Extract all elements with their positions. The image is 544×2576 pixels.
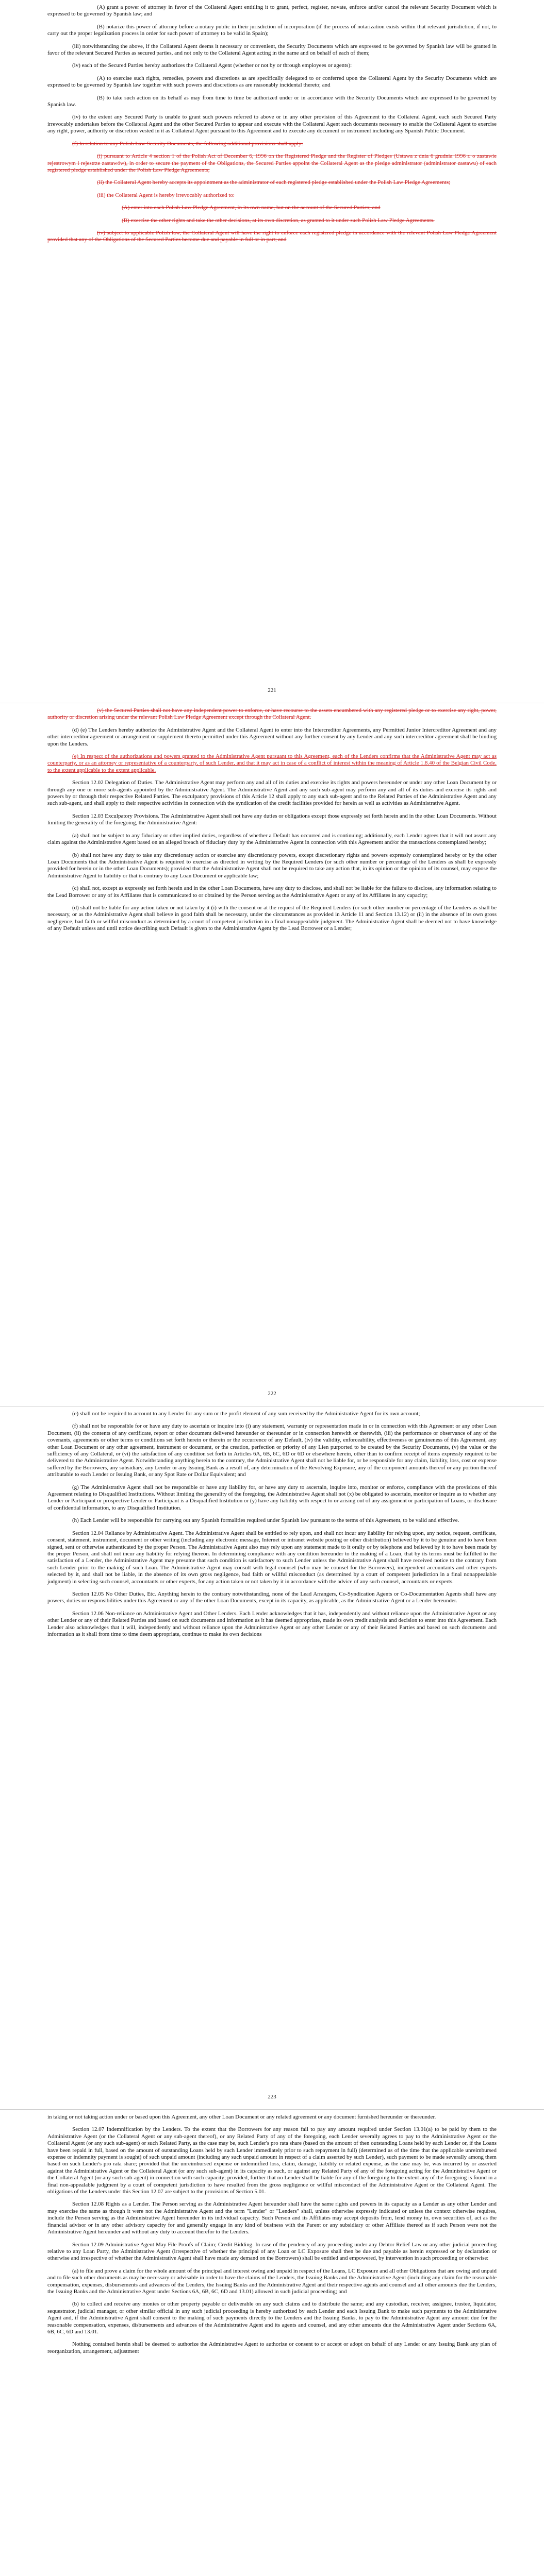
paragraph: (d) (e) The Lenders hereby authorize the Administrative Agent and the Collateral Agent to enter into the Intercreditor Agreements, any Permitted Junior Intercreditor Agreement and any other intercreditor agreement or arrangement or supplement thereto permitted under this Agreement without any further consent by any Lender and any such intercreditor agreement shall be binding upon the Lenders. bbox=[47, 726, 497, 747]
paragraph: (iv) each of the Secured Parties hereby authorizes the Collateral Agent (whether or not by or through employees or agents): bbox=[72, 62, 352, 69]
paragraph: Section 12.09 Administrative Agent May File Proofs of Claim; Credit Bidding. In case of the pendency of any proceeding under any Debtor Relief Law or any other judicial proceeding relative to any Loan Party, the Administrative Agent (irrespective of whether the principal of any Loan or LC Exposure shall then be due and payable as herein expressed or by declaration or otherwise and irrespective of whether the Administrative Agent shall have made any demand on the Borrowers) shall be entitled and empowered, by intervention in such proceeding or otherwise: bbox=[47, 2241, 497, 2262]
paragraph: (B) exercise the other rights and take the other decisions, at its own discretion, as granted to it under such Polish Law Pledge Agreements. bbox=[122, 217, 435, 224]
paragraph: (iv) subject to applicable Polish law, the Collateral Agent will have the right to enforce each registered pledge in accordance with the relevant Polish Law Pledge Agreement provided that any of the Obligations of the Secured Parties become due and payable in full or in part; and bbox=[47, 229, 497, 243]
paragraph: (A) grant a power of attorney in favor of the Collateral Agent entitling it to grant, perfect, register, novate, enforce and/or cancel the relevant Security Document which is expressed to be governed by Spanish law; and bbox=[47, 4, 497, 18]
paragraph: (iii) notwithstanding the above, if the Collateral Agent deems it necessary or convenient, the Security Documents which are expressed to be governed by Spanish law will be granted in favor of the relevant Secured Parties as secured parties, and not only to the Collateral Agent acting in the name and on behalf of each of them; bbox=[47, 43, 497, 57]
document-page bbox=[0, 1406, 544, 2110]
paragraph: (e) In respect of the authorizations and powers granted to the Administrative Agent pursuant to this Agreement, each of the Lenders confirms that the Administrative Agent may act as counterparty, or as an attorney or representative of a counterparty, of such Lender, and that it may act in case of a conflict of interest within the meaning of Article 1.8.40 of the Belgian Civil Code, to the extent applicable to the extent applicable. bbox=[47, 753, 497, 773]
page-number: 221 bbox=[268, 687, 276, 693]
document-page bbox=[0, 703, 544, 1406]
paragraph: Nothing contained herein shall be deemed to authorize the Administrative Agent to authorize or consent to or accept or adopt on behalf of any Lender or any Issuing Bank any plan of reorganization, arrangement, adjustment bbox=[47, 2341, 497, 2354]
paragraph: (b) shall not have any duty to take any discretionary action or exercise any discretionary powers, except discretionary rights and powers expressly contemplated hereby or by the other Loan Documents that the Administrative Agent is required to exercise as directed in writing by the Required Lenders (or such other number or percentage of the Lenders as shall be expressly provided for herein or in the other Loan Documents); provided that the Administrative Agent shall not be required to take any action that, in its opinion or the opinion of its counsel, may expose the Administrative Agent to liability or that is contrary to any Loan Document or applicable law; bbox=[47, 852, 497, 879]
paragraph: (A) to exercise such rights, remedies, powers and discretions as are specifically delegated to or conferred upon the Collateral Agent by the Security Documents which are expressed to be governed by Spanish law together with such powers and discretions as are reasonably incidental thereto; and bbox=[47, 75, 497, 89]
paragraph: Section 12.06 Non-reliance on Administrative Agent and Other Lenders. Each Lender acknowledges that it has, independently and without reliance upon the Administrative Agent or any other Lender or any of their Related Parties and based on such documents and information as it has deemed appropriate, made its own credit analysis and decision to enter into this Agreement. Each Lender also acknowledges that it will, independently and without reliance upon the Administrative Agent or any other Lender or any of their Related Parties and based on such documents and information as it shall from time to time deem appropriate, continue to make its own decisions bbox=[47, 1610, 497, 1637]
paragraph: (iv) to the extent any Secured Party is unable to grant such powers referred to above or in any other provision of this Agreement to the Collateral Agent, each such Secured Party irrevocably undertakes before the Collateral Agent and the other Secured Parties to appear and execute with the Collateral Agent such documents necessary to enable the Collateral Agent to exercise any right, power, authority or discretion vested in it as Collateral Agent pursuant to this Agreement and to execute any document or instrument including any Spanish Public Document. bbox=[47, 114, 497, 134]
paragraph: (B) to take such action on its behalf as may from time to time be authorized under or in accordance with the Security Documents which are expressed to be governed by Spanish law. bbox=[47, 94, 497, 108]
paragraph: (ii) the Collateral Agent hereby accepts its appointment as the administrator of each registered pledge established under the Polish Law Pledge Agreements; bbox=[97, 179, 451, 186]
paragraph: (b) to collect and receive any monies or other property payable or deliverable on any such claims and to distribute the same; and any custodian, receiver, assignee, trustee, liquidator, sequestrator, judicial manager, or other similar official in any such judicial proceeding is hereby authorized by each Lender and each Issuing Bank to make such payments to the Administrative Agent and, if the Administrative Agent shall consent to the making of such payments directly to the Lenders and the Issuing Banks, to pay to the Administrative Agent any amount due for the reasonable compensation, expenses, disbursements and advances of the Administrative Agent and its agents and counsel, and any other amounts due the Administrative Agent under Sections 6A, 6B, 6C, 6D and 13.01. bbox=[47, 2301, 497, 2335]
paragraph: (e) shall not be required to account to any Lender for any sum or the profit element of any sum received by the Administrative Agent for its own account; bbox=[72, 1411, 420, 1417]
paragraph: Section 12.07 Indemnification by the Lenders. To the extent that the Borrowers for any reason fail to pay any amount required under Section 13.01(a) to be paid by them to the Administrative Agent (or the Collateral Agent or any sub-agent thereof), or any Related Party of any of the foregoing, each Lender severally agrees to pay to the Administrative Agent or the Collateral Agent (or any such sub-agent) or such Related Party, as the case may be, such Lender's pro rata share (based on the amount of then outstanding Loans held by each Lender or, if the Loans have been repaid in full, based on the amount of outstanding Loans held by such Lender immediately prior to such repayment in full) (determined as of the time that the applicable unreimbursed expense or indemnity payment is sought) of such unpaid amount (including any such unpaid amount in respect of a claim asserted by such Lender), such payment to be made severally among them based on such Lender's pro rata share; provided that the unreimbursed expense or indemnified loss, claim, damage, liability or related expense, as the case may be, was incurred by or asserted against the Administrative Agent or the Collateral Agent (or any such sub-agent) in its capacity as such, or against any Related Party of any of the foregoing acting for the Administrative Agent or the Collateral Agent (or any such sub-agent) in connection with such capacity; provided, further that no Lender shall be liable for any of the foregoing to the extent any of the foregoing is found in a final non-appealable judgment by a court of competent jurisdiction to have resulted from the gross negligence or willful misconduct of the Administrative Agent or the Collateral Agent. The obligations of the Lenders under this Section 12.07 are subject to the provisions of Section 5.01. bbox=[47, 2126, 497, 2195]
paragraph: (iii) the Collateral Agent is hereby irrevocably authorized to: bbox=[97, 192, 235, 198]
paragraph: (i) pursuant to Article 4 section 1 of the Polish Act of December 6, 1996 on the Registered Pledge and the Register of Pledges (Ustawa z dnia 6 grudnia 1996 r. o zastawie rejestrowym i rejestrze zastawów), in order to secure the payment of the Obligations, the Secured Parties appoint the Collateral Agent as the pledge administrator (administrator zastawu) of each registered pledge established under the Polish Law Pledge Agreements; bbox=[47, 153, 497, 173]
paragraph: (B) notarize this power of attorney before a notary public in their jurisdiction of incorporation (if the process of notarization exists within that relevant jurisdiction, if not, to carry out the proper legalization process in order for such power of attorney to be valid in Spain); bbox=[47, 23, 497, 37]
paragraph: Section 12.04 Reliance by Administrative Agent. The Administrative Agent shall be entitled to rely upon, and shall not incur any liability for relying upon, any notice, request, certificate, consent, statement, instrument, document or other writing (including any electronic message, Internet or intranet website posting or other distribution) believed by it to be genuine and to have been signed, sent or otherwise authenticated by the proper Person. The Administrative Agent also may rely upon any statement made to it orally or by telephone and believed by it to have been made by the proper Person, and shall not incur any liability for relying thereon. In determining compliance with any condition hereunder to the making of a Loan, that by its terms must be fulfilled to the satisfaction of a Lender, the Administrative Agent may presume that such condition is satisfactory to such Lender unless the Administrative Agent shall have received notice to the contrary from such Lender prior to the making of such Loan. The Administrative Agent may consult with legal counsel (who may be counsel for the Borrowers), independent accountants and other experts selected by it, and shall not be liable, in the absence of its own gross negligence, bad faith or willful misconduct (as determined by a court of competent jurisdiction in a final nonappealable judgment) in selecting such counsel, accountants or other experts, for any action taken or not taken by it in accordance with the advice of any such counsel, accountants or experts. bbox=[47, 1530, 497, 1585]
paragraph: (a) shall not be subject to any fiduciary or other implied duties, regardless of whether a Default has occurred and is continuing; additionally, each Lender agrees that it will not assert any claim against the Administrative Agent based on an alleged breach of fiduciary duty by the Administrative Agent in connection with this Agreement and/or the transactions contemplated hereby; bbox=[47, 832, 497, 846]
paragraph: Section 12.03 Exculpatory Provisions. The Administrative Agent shall not have any duties or obligations except those expressly set forth herein and in the other Loan Documents. Without limiting the generality of the foregoing, the Administrative Agent: bbox=[47, 812, 497, 826]
paragraph: (f) In relation to any Polish Law Security Documents, the following additional provisions shall apply: bbox=[72, 140, 303, 147]
paragraph: (d) shall not be liable for any action taken or not taken by it (i) with the consent or at the request of the Required Lenders (or such other number or percentage of the Lenders as shall be necessary, or as the Administrative Agent shall believe in good faith shall be necessary, under the circumstances as provided in Article 11 and Section 13.12) or (ii) in the absence of its own gross negligence, bad faith or willful misconduct as determined by a court of competent jurisdiction in a final nonappealable judgment. The Administrative Agent shall be deemed not to have knowledge of any Default unless and until notice describing such Default is given to the Administrative Agent by the Lead Borrower or a Lender; bbox=[47, 904, 497, 932]
paragraph: Section 12.02 Delegation of Duties. The Administrative Agent may perform any and all of its duties and exercise its rights and powers hereunder or under any other Loan Document by or through any one or more sub-agents appointed by the Administrative Agent. The Administrative Agent and any such sub-agent may perform any and all of its duties and exercise its rights and powers by or through their respective Related Parties. The exculpatory provisions of this Article 12 shall apply to any such sub-agent and to the Related Parties of the Administrative Agent and any such sub-agent, and shall apply to their respective activities in connection with the syndication of the credit facilities provided for herein as well as activities as Administrative Agent. bbox=[47, 779, 497, 807]
paragraph: (c) shall not, except as expressly set forth herein and in the other Loan Documents, have any duty to disclose, and shall not be liable for the failure to disclose, any information relating to the Lead Borrower or any of its Affiliates that is communicated to or obtained by the Person serving as the Administrative Agent or any of its Affiliates in any capacity; bbox=[47, 885, 497, 899]
paragraph: (A) enter into each Polish Law Pledge Agreement, in its own name, but on the account of the Secured Parties; and bbox=[122, 205, 381, 211]
paragraph: Section 12.08 Rights as a Lender. The Person serving as the Administrative Agent hereunder shall have the same rights and powers in its capacity as a Lender as any other Lender and may exercise the same as though it were not the Administrative Agent and the term "Lender" or "Lenders" shall, unless otherwise expressly indicated or unless the context otherwise requires, include the Person serving as the Administrative Agent hereunder in its individual capacity. Such Person and its Affiliates may accept deposits from, lend money to, own securities of, act as the financial advisor or in any other advisory capacity for and generally engage in any kind of business with the Parent or any subsidiary or other Affiliate thereof as if such Person were not the Administrative Agent hereunder and without any duty to account therefor to the Lenders. bbox=[47, 2201, 497, 2235]
paragraph: (f) shall not be responsible for or have any duty to ascertain or inquire into (i) any statement, warranty or representation made in or in connection with this Agreement or any other Loan Document, (ii) the contents of any certificate, report or other document delivered hereunder or thereunder or in connection herewith or therewith, (iii) the performance or observance of any of the covenants, agreements or other terms or conditions set forth herein or therein or the occurrence of any Default, (iv) the validity, enforceability, effectiveness or genuineness of this Agreement, any other Loan Document or any other agreement, instrument or document, or the creation, perfection or priority of any Lien purported to be created by the Security Documents, (v) the value or the sufficiency of any Collateral, or (vi) the satisfaction of any condition set forth in Articles 6A, 6B, 6C, 6D or 6D or elsewhere herein, other than to confirm receipt of items expressly required to be delivered to the Administrative Agent. Notwithstanding anything herein to the contrary, the Administrative Agent shall not be liable for, or be responsible for any claim, liability, loss, cost or expense suffered by the Borrowers, any subsidiary, any Lender or any Issuing Bank as a result of, any determination of the Revolving Exposure, any of the component amounts thereof or any portion thereof attributable to each Lender or Issuing Bank, or any Spot Rate or Dollar Equivalent; and bbox=[47, 1423, 497, 1478]
paragraph: in taking or not taking action under or based upon this Agreement, any other Loan Document or any related agreement or any document furnished hereunder or thereunder. bbox=[47, 2114, 436, 2120]
document-page bbox=[0, 0, 544, 703]
document-page bbox=[0, 2110, 544, 2576]
paragraph: (h) Each Lender will be responsible for carrying out any Spanish formalities required under Spanish law pursuant to the terms of this Agreement, to be valid and effective. bbox=[72, 1517, 459, 1524]
page-number: 223 bbox=[268, 2094, 276, 2100]
paragraph: (v) the Secured Parties shall not have any independent power to enforce, or have recourse to the assets encumbered with any registered pledge or to exercise any right, power, authority or discretion arising under the relevant Polish Law Pledge Agreement except through the Collateral Agent. bbox=[47, 707, 497, 721]
paragraph: (g) The Administrative Agent shall not be responsible or have any liability for, or have any duty to ascertain, inquire into, monitor or enforce, compliance with the provisions of this Agreement relating to Disqualified Institutions. Without limiting the generality of the foregoing, the Administrative Agent shall not (x) be obligated to ascertain, monitor or inquire as to whether any Lender or Participant or prospective Lender or Participant is a Disqualified Institution or (y) have any liability with respect to or arising out of any assignment or participation of Loans, or disclosure of confidential information, to any Disqualified Institution. bbox=[47, 1484, 497, 1511]
paragraph: (a) to file and prove a claim for the whole amount of the principal and interest owing and unpaid in respect of the Loans, LC Exposure and all other Obligations that are owing and unpaid and to file such other documents as may be necessary or advisable in order to have the claims of the Lenders, the Issuing Banks and the Administrative Agent (including any claim for the reasonable compensation, expenses, disbursements and advances of the Lenders, the Issuing Banks and the Administrative Agent and their respective agents and counsel and all other amounts due the Lenders, the Issuing Banks and the Administrative Agent under Sections 6A, 6B, 6C, 6D and 13.01) allowed in such judicial proceeding; and bbox=[47, 2267, 497, 2295]
page-number: 222 bbox=[268, 1391, 276, 1397]
paragraph: Section 12.05 No Other Duties, Etc. Anything herein to the contrary notwithstanding, none of the Lead Arrangers, Co-Syndication Agents or Co-Documentation Agents shall have any powers, duties or responsibilities under this Agreement or any of the other Loan Documents, except in its capacity, as applicable, as the Administrative Agent or a Lender hereunder. bbox=[47, 1590, 497, 1604]
